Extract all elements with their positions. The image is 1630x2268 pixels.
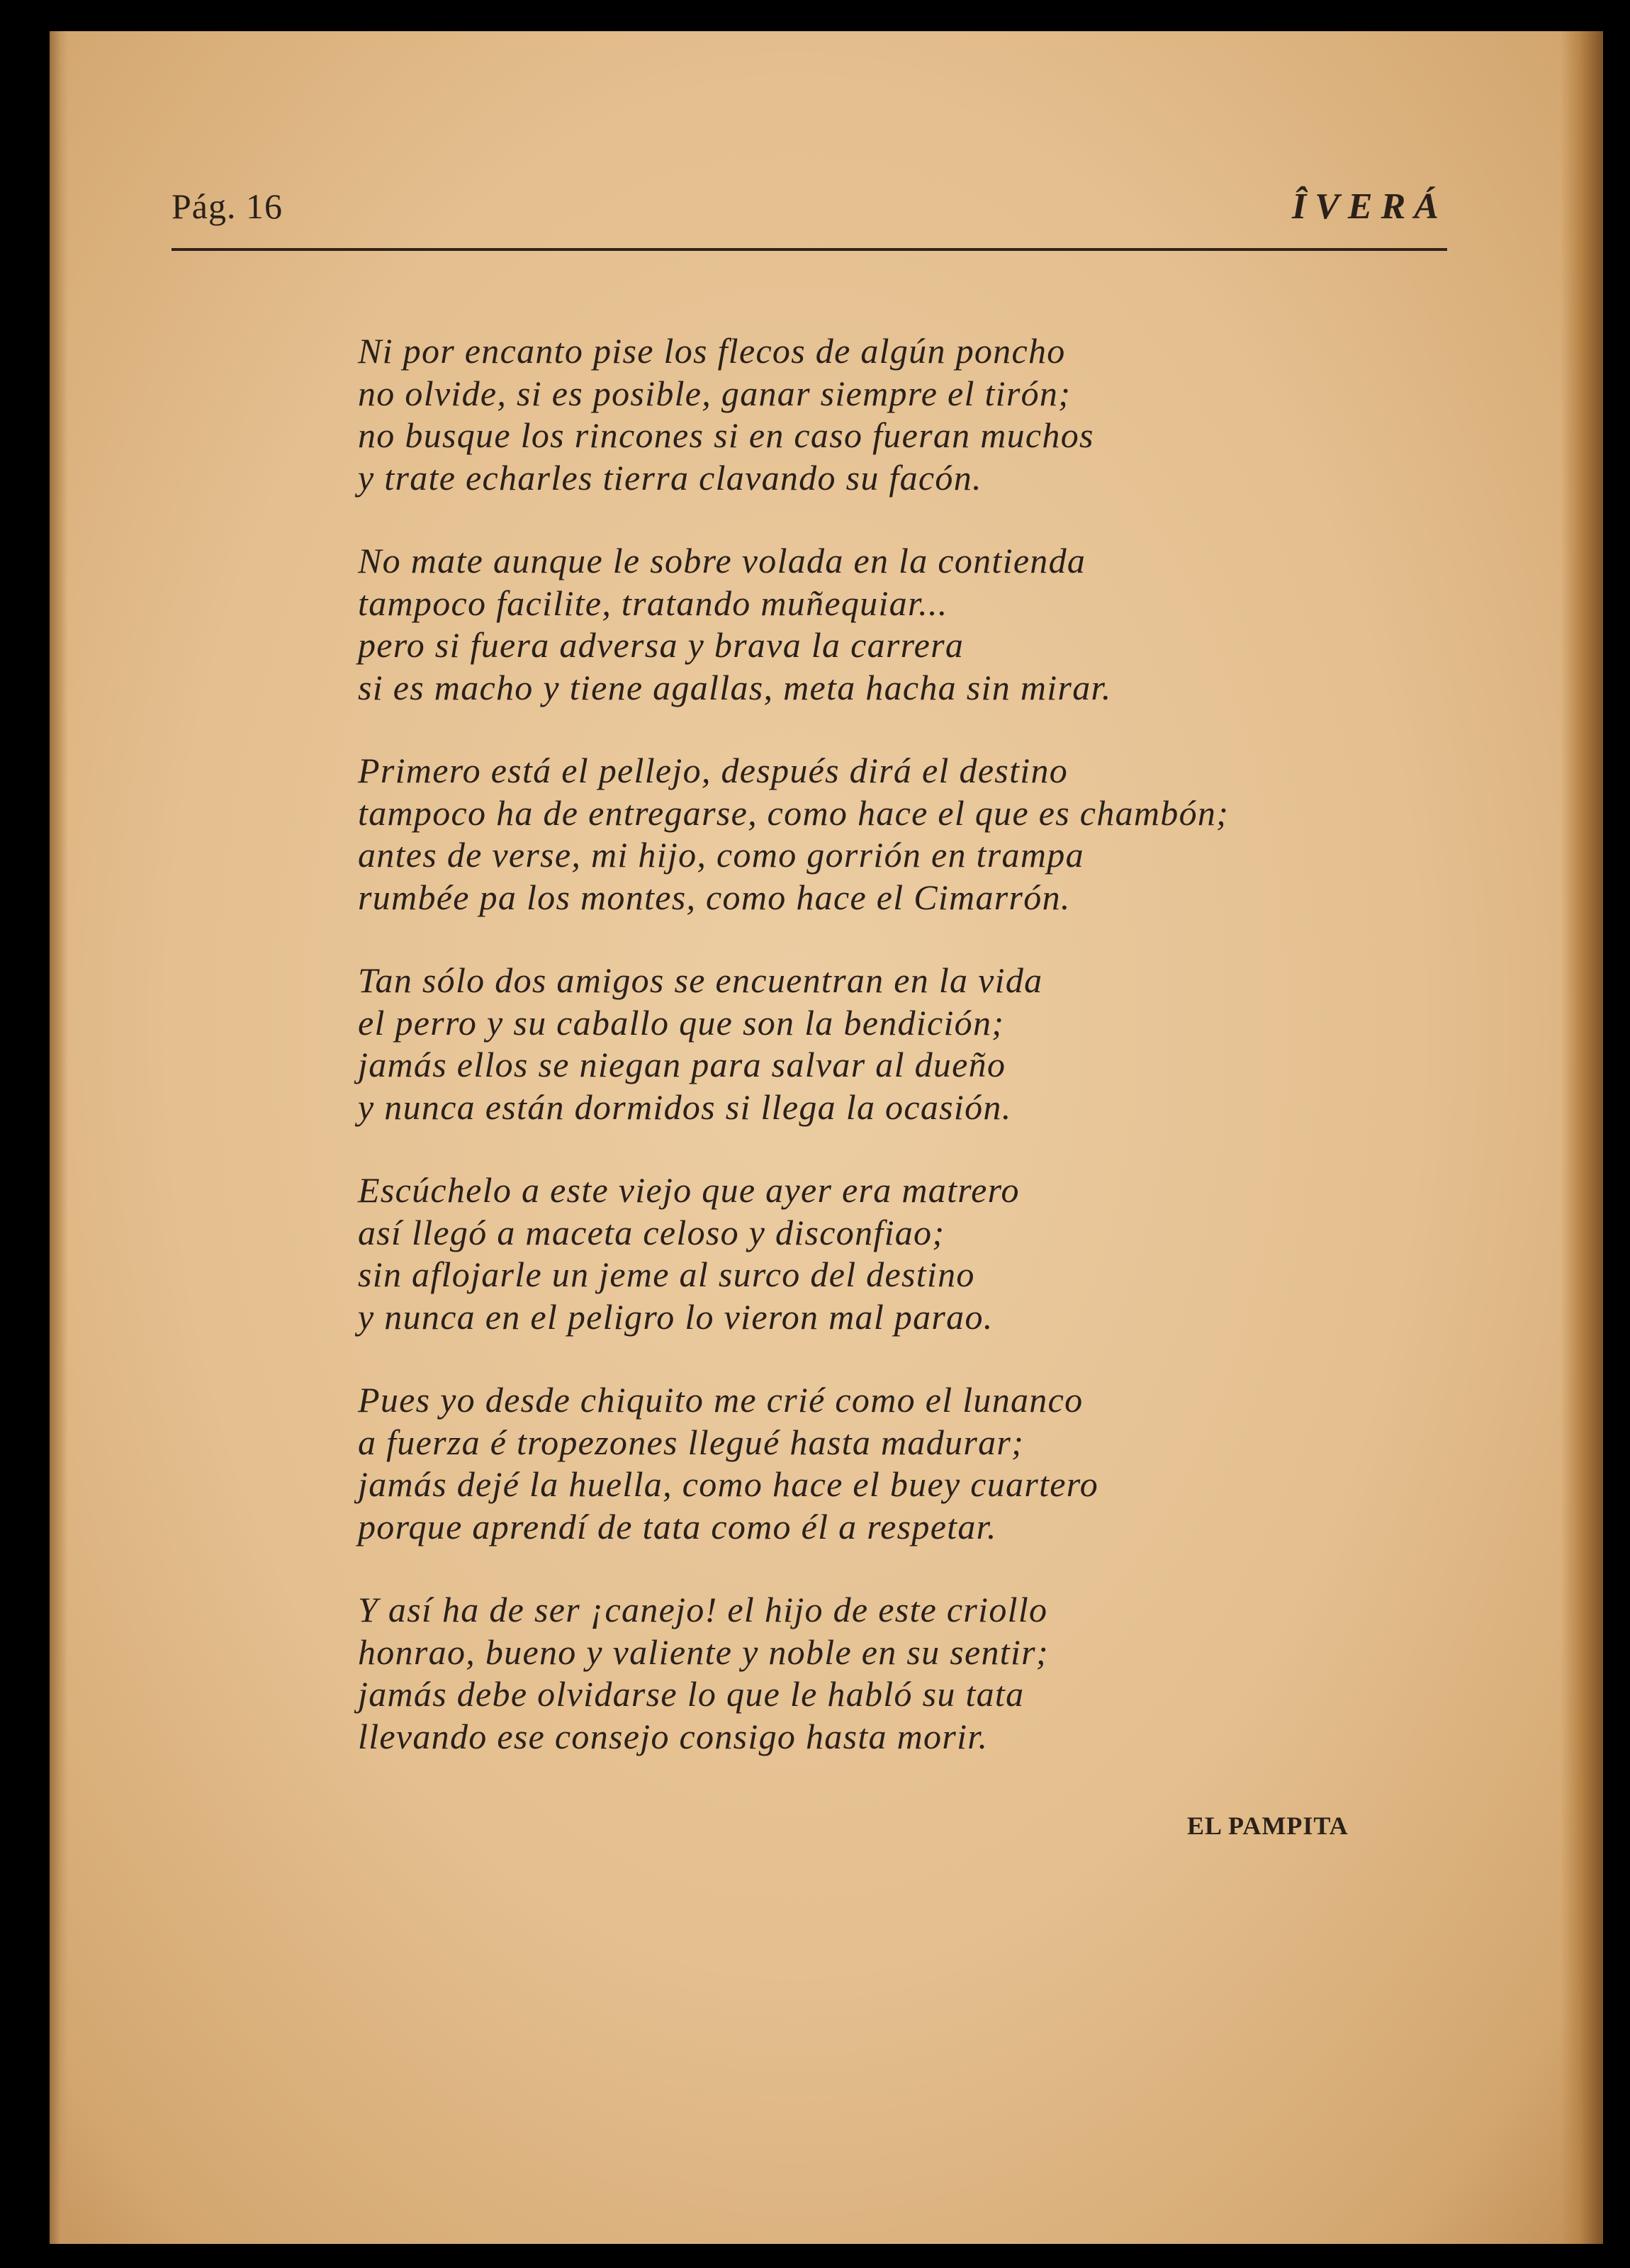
verse-line: tampoco ha de entregarse, como hace el que es chambón; [358, 792, 1230, 833]
verse-line: y nunca están dormidos si llega la ocasión. [358, 1087, 1012, 1127]
header-rule [172, 248, 1447, 251]
verse-line: No mate aunque le sobre volada en la contienda [358, 541, 1086, 580]
verse-line: Primero está el pellejo, después dirá el destino [358, 751, 1069, 790]
page-number: Pág. 16 [172, 186, 283, 226]
verse-line: no olvide, si es posible, ganar siempre el tirón; [358, 373, 1072, 413]
verse-line: Ni por encanto pise los flecos de algún poncho [358, 331, 1066, 371]
verse-line: a fuerza é tropezones llegué hasta madurar; [358, 1422, 1025, 1462]
page-edge-shadow [1561, 31, 1603, 2244]
verse-line: antes de verse, mi hijo, como gorrión en trampa [358, 835, 1084, 875]
verse-line: tampoco facilite, tratando muñequiar... [358, 583, 948, 623]
verse-line: Tan sólo dos amigos se encuentran en la vida [358, 960, 1043, 1000]
verse-line: Pues yo desde chiquito me crié como el lunanco [358, 1380, 1084, 1420]
poem [358, 330, 1492, 1799]
verse-line: sin aflojarle un jeme al surco del destino [358, 1254, 975, 1294]
verse-line: jamás dejé la huella, como hace el buey cuartero [358, 1464, 1098, 1504]
verse-line: rumbée pa los montes, como hace el Cimarrón. [358, 877, 1071, 917]
stanza [358, 1169, 1492, 1338]
author-signature: EL PAMPITA [1187, 1812, 1349, 1840]
verse-line: así llegó a maceta celoso y disconfiao; [358, 1212, 945, 1252]
verse-line: jamás ellos se niegan para salvar al dueño [358, 1045, 1006, 1084]
verse-line: no busque los rincones si en caso fueran muchos [358, 415, 1094, 455]
verse-line: el perro y su caballo que son la bendición; [358, 1002, 1005, 1043]
stanza [358, 1589, 1492, 1758]
stanza [358, 960, 1492, 1128]
verse-line: jamás debe olvidarse lo que le habló su tata [358, 1674, 1025, 1714]
verse-line: honrao, bueno y valiente y noble en su sentir; [358, 1632, 1049, 1672]
stanza [358, 750, 1492, 919]
verse-line: y trate echarles tierra clavando su facón. [358, 457, 982, 498]
verse-line: Y así ha de ser ¡canejo! el hijo de este criollo [358, 1590, 1048, 1629]
verse-line: si es macho y tiene agallas, meta hacha sin mirar. [358, 667, 1112, 707]
verse-line: y nunca en el peligro lo vieron mal parao. [358, 1296, 994, 1337]
running-head [172, 186, 1447, 235]
stanza [358, 1379, 1492, 1548]
page-gutter-shadow [50, 31, 68, 2244]
verse-line: Escúchelo a este viejo que ayer era matrero [358, 1170, 1020, 1210]
stanza [358, 330, 1492, 499]
journal-title: ÎVERÁ [1292, 186, 1447, 227]
stanza [358, 540, 1492, 709]
verse-line: pero si fuera adversa y brava la carrera [358, 625, 965, 665]
verse-line: porque aprendí de tata como él a respetar. [358, 1506, 997, 1546]
verse-line: llevando ese consejo consigo hasta morir. [358, 1716, 989, 1756]
